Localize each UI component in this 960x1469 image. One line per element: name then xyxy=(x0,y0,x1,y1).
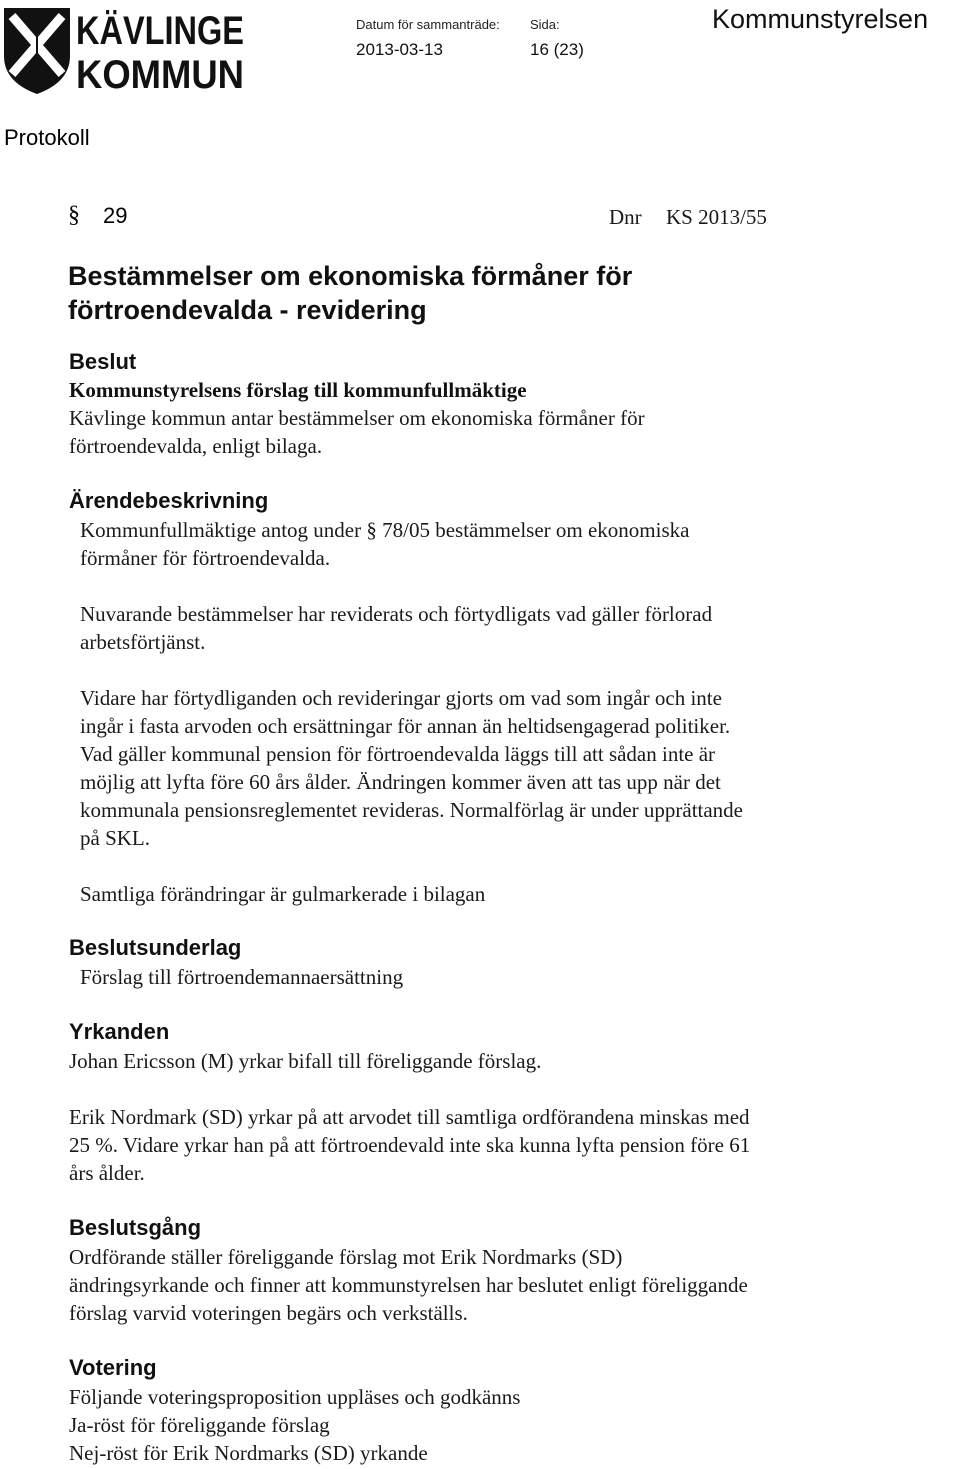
beslut-paragraph xyxy=(69,404,899,460)
date-label: Datum för sammanträde: xyxy=(356,17,500,32)
document-type: Protokoll xyxy=(4,125,90,150)
text-line: Vidare har förtydliganden och revideringar gjorts om vad som ingår och inte xyxy=(80,686,722,710)
logo-text-line1: KÄVLINGE xyxy=(76,9,244,53)
kavlinge-kommun-logo xyxy=(2,4,247,96)
text-line: förmåner för förtroendevalda. xyxy=(80,546,331,570)
title-line: Bestämmelser om ekonomiska förmåner för xyxy=(68,261,633,291)
text-line: Samtliga förändringar är gulmarkerade i bilagan xyxy=(80,882,486,906)
item-number: 29 xyxy=(103,203,128,228)
text-line: Förslag till förtroendemannaersättning xyxy=(80,965,404,989)
beslut-subheading: Kommunstyrelsens förslag till kommunfullmäktige xyxy=(69,378,527,402)
arende-paragraph-2 xyxy=(80,600,910,656)
title-line: förtroendevalda - revidering xyxy=(68,295,427,325)
section-sign: § xyxy=(68,202,80,228)
body-name: Kommunstyrelsen xyxy=(712,4,929,34)
text-line: Nej-röst för Erik Nordmarks (SD) yrkande xyxy=(69,1441,428,1465)
arende-paragraph-3 xyxy=(80,684,910,852)
text-line: arbetsförtjänst. xyxy=(80,630,206,654)
text-line: kommunala pensionsreglementet revideras. Normalförlag är under upprättande xyxy=(80,798,744,822)
page-label: Sida: xyxy=(530,17,560,32)
text-line: förslag varvid voteringen begärs och verkställs. xyxy=(69,1301,468,1325)
page-number: 16 (23) xyxy=(530,40,584,59)
text-line: Johan Ericsson (M) yrkar bifall till föreliggande förslag. xyxy=(69,1049,542,1073)
text-line: Följande voteringsproposition uppläses och godkänns xyxy=(69,1385,521,1409)
yrkanden-paragraph-2 xyxy=(69,1103,899,1187)
text-line: Nuvarande bestämmelser har reviderats och förtydligats vad gäller förlorad xyxy=(80,602,713,626)
beslut-heading: Beslut xyxy=(69,349,137,374)
dnr-label: Dnr xyxy=(609,205,642,229)
meeting-date: 2013-03-13 xyxy=(356,40,443,59)
votering-paragraph xyxy=(69,1383,899,1467)
text-line: ändringsyrkande och finner att kommunstyrelsen har beslutet enligt föreliggande xyxy=(69,1273,748,1297)
text-line: Kommunfullmäktige antog under § 78/05 bestämmelser om ekonomiska xyxy=(80,518,690,542)
logo-text-line2: KOMMUN xyxy=(76,53,244,97)
beslutsunderlag-heading: Beslutsunderlag xyxy=(69,935,242,960)
yrkanden-heading: Yrkanden xyxy=(69,1019,170,1044)
text-line: möjlig att lyfta före 60 års ålder. Ändringen kommer även att tas upp när det xyxy=(80,770,721,794)
text-line: på SKL. xyxy=(80,826,150,850)
votering-heading: Votering xyxy=(69,1355,157,1380)
item-title xyxy=(68,259,632,327)
beslutsgang-heading: Beslutsgång xyxy=(69,1215,202,1240)
arende-paragraph-4 xyxy=(80,880,910,908)
text-line: Ordförande ställer föreliggande förslag mot Erik Nordmarks (SD) xyxy=(69,1245,623,1269)
yrkanden-paragraph-1 xyxy=(69,1047,899,1075)
arende-paragraph-1 xyxy=(80,516,910,572)
text-line: Erik Nordmark (SD) yrkar på att arvodet till samtliga ordförandena minskas med xyxy=(69,1105,750,1129)
text-line: 25 %. Vidare yrkar han på att förtroendevald inte ska kunna lyfta pension före 61 xyxy=(69,1133,751,1157)
text-line: Ja-röst för föreliggande förslag xyxy=(69,1413,330,1437)
text-line: ingår i fasta arvoden och ersättningar för annan än heltidsengagerad politiker. xyxy=(80,714,731,738)
text-line: förtroendevalda, enligt bilaga. xyxy=(69,434,323,458)
beslutsunderlag-list xyxy=(80,963,910,991)
dnr-value: KS 2013/55 xyxy=(666,205,767,229)
arendebeskrivning-heading: Ärendebeskrivning xyxy=(69,488,269,513)
text-line: års ålder. xyxy=(69,1161,145,1185)
beslutsgang-paragraph xyxy=(69,1243,899,1327)
text-line: Vad gäller kommunal pension för förtroendevalda läggs till att sådan inte är xyxy=(80,742,716,766)
text-line: Kävlinge kommun antar bestämmelser om ekonomiska förmåner för xyxy=(69,406,645,430)
